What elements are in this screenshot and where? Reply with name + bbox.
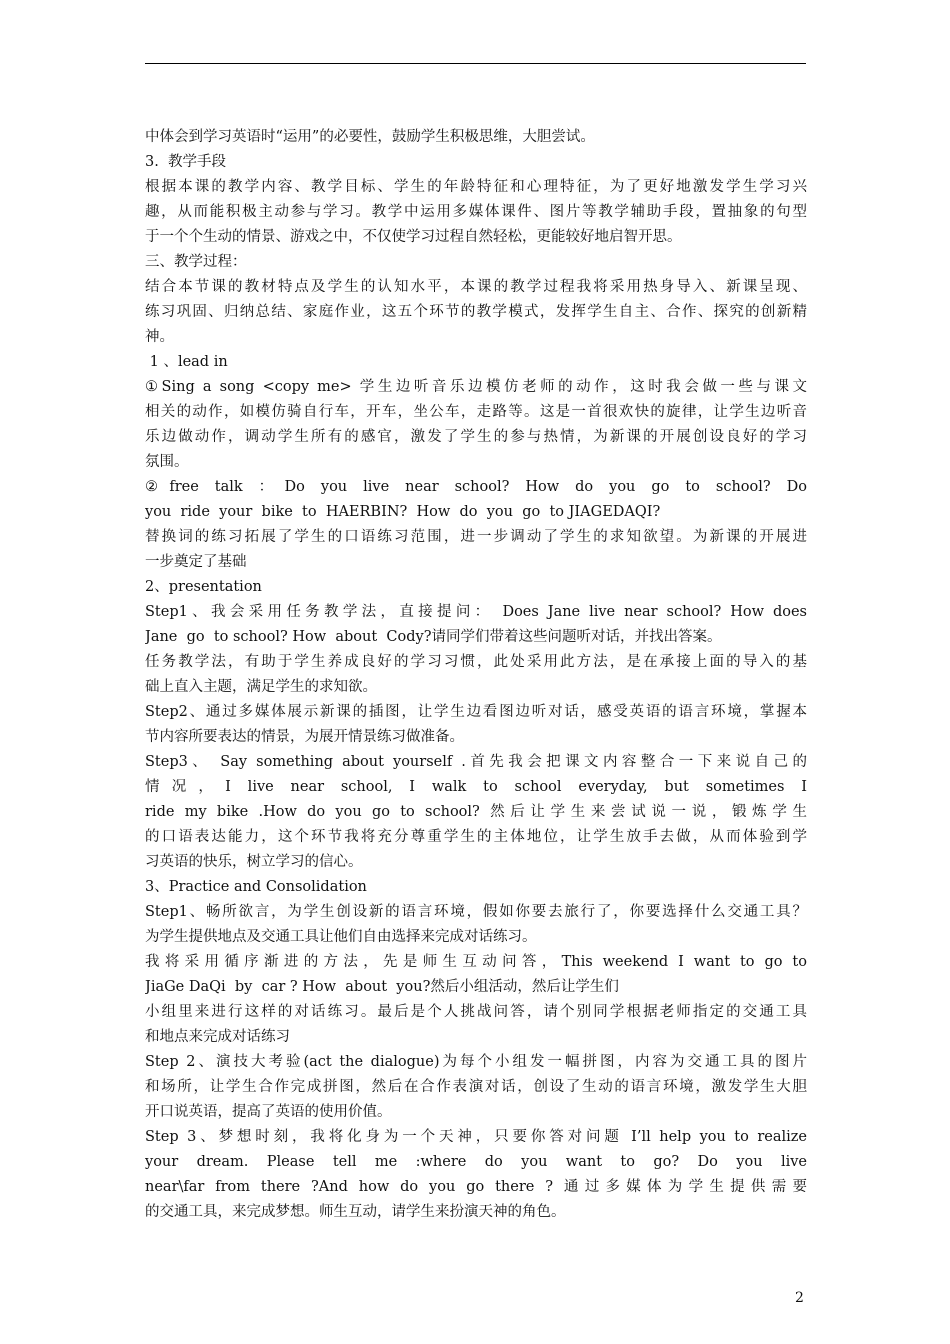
text-line: ②free talk ：Do you live near school? How do you go to school? Do (145, 479, 807, 495)
text-line: 习英语的快乐，树立学习的信心。 (145, 854, 363, 870)
text-line: Step3、 Say something about yourself .首先我会把课文内容整合一下来说自己的 (145, 754, 807, 770)
text-line: JiaGe DaQi by car ? How about you?然后小组活动，然后让学生们 (145, 979, 619, 995)
text-line: 三、教学过程： (145, 254, 247, 270)
text-line: 的交通工具，来完成梦想。师生互动，请学生来扮演天神的角色。 (145, 1204, 566, 1220)
text-line: 氛围。 (145, 454, 189, 470)
text-line: 趣，从而能积极主动参与学习。教学中运用多媒体课件、图片等教学辅助手段，置抽象的句型 (145, 204, 807, 220)
text-line: Jane go to school? How about Cody?请同学们带着这些问题听对话，并找出答案。 (145, 629, 722, 645)
document-body (145, 125, 807, 1225)
text-line: near\far from there ?And how do you go there ? 通过多媒体为学生提供需要 (145, 1179, 807, 1195)
text-line: 根据本课的教学内容、教学目标、学生的年龄特征和心理特征，为了更好地激发学生学习兴 (145, 179, 807, 195)
text-line: 3、Practice and Consolidation (145, 879, 367, 895)
text-line: Step2、通过多媒体展示新课的插图，让学生边看图边听对话，感受英语的语言环境，掌握本 (145, 704, 807, 720)
text-line: 和地点来完成对话练习 (145, 1029, 290, 1045)
text-line: 替换词的练习拓展了学生的口语练习范围，进一步调动了学生的求知欲望。为新课的开展进 (145, 529, 807, 545)
text-line: 础上直入主题，满足学生的求知欲。 (145, 679, 377, 695)
text-line: 开口说英语，提高了英语的使用价值。 (145, 1104, 392, 1120)
text-line: 乐边做动作，调动学生所有的感官，激发了学生的参与热情，为新课的开展创设良好的学习 (145, 429, 807, 445)
text-line: Step 3、梦想时刻，我将化身为一个天神，只要你答对问题 I’ll help you to realize (145, 1129, 807, 1145)
text-line: 相关的动作，如模仿骑自行车，开车，坐公车，走路等。这是一首很欢快的旋律，让学生边听音 (145, 404, 807, 420)
text-line: ①Sing a song <copy me> 学生边听音乐边模仿老师的动作，这时我会做一些与课文 (145, 379, 807, 395)
text-line: 中体会到学习英语时“运用”的必要性，鼓励学生积极思维，大胆尝试。 (145, 129, 595, 145)
text-line: 1 、lead in (145, 354, 228, 370)
text-line: 2、presentation (145, 579, 262, 595)
page-number: 2 (795, 1290, 804, 1306)
text-line: 的口语表达能力，这个环节我将充分尊重学生的主体地位，让学生放手去做，从而体验到学 (145, 829, 807, 845)
text-line: your dream. Please tell me :where do you want to go? Do you live (145, 1154, 807, 1170)
text-line: 情况，I live near school, I walk to school everyday, but sometimes I (145, 779, 807, 795)
text-line: 结合本节课的教材特点及学生的认知水平，本课的教学过程我将采用热身导入、新课呈现、 (145, 279, 807, 295)
text-line: ride my bike .How do you go to school? 然后让学生来尝试说一说，锻炼学生 (145, 804, 807, 820)
text-line: 我将采用循序渐进的方法，先是师生互动问答，This weekend I want to go to (145, 954, 807, 970)
text-line: 节内容所要表达的情景，为展开情景练习做准备。 (145, 729, 464, 745)
text-line: 神。 (145, 329, 174, 345)
text-line: Step 2、演技大考验(act the dialogue)为每个小组发一幅拼图，内容为交通工具的图片 (145, 1054, 807, 1070)
text-line: Step1、我会采用任务教学法，直接提问： Does Jane live near school? How does (145, 604, 807, 620)
text-line: 3. 教学手段 (145, 154, 227, 170)
text-line: 和场所，让学生合作完成拼图，然后在合作表演对话，创设了生动的语言环境，激发学生大胆 (145, 1079, 807, 1095)
header-rule (145, 63, 806, 64)
text-line: 任务教学法，有助于学生养成良好的学习习惯，此处采用此方法，是在承接上面的导入的基 (145, 654, 807, 670)
text-line: 为学生提供地点及交通工具让他们自由选择来完成对话练习。 (145, 929, 537, 945)
text-line: 小组里来进行这样的对话练习。最后是个人挑战问答，请个别同学根据老师指定的交通工具 (145, 1004, 807, 1020)
text-line: Step1、畅所欲言，为学生创设新的语言环境，假如你要去旅行了，你要选择什么交通工具？ (145, 904, 807, 920)
text-line: you ride your bike to HAERBIN? How do you go to JIAGEDAQI? (145, 504, 661, 520)
text-line: 一步奠定了基础 (145, 554, 247, 570)
text-line: 于一个个生动的情景、游戏之中，不仅使学习过程自然轻松，更能较好地启智开思。 (145, 229, 682, 245)
text-line: 练习巩固、归纳总结、家庭作业，这五个环节的教学模式，发挥学生自主、合作、探究的创新精 (145, 304, 807, 320)
